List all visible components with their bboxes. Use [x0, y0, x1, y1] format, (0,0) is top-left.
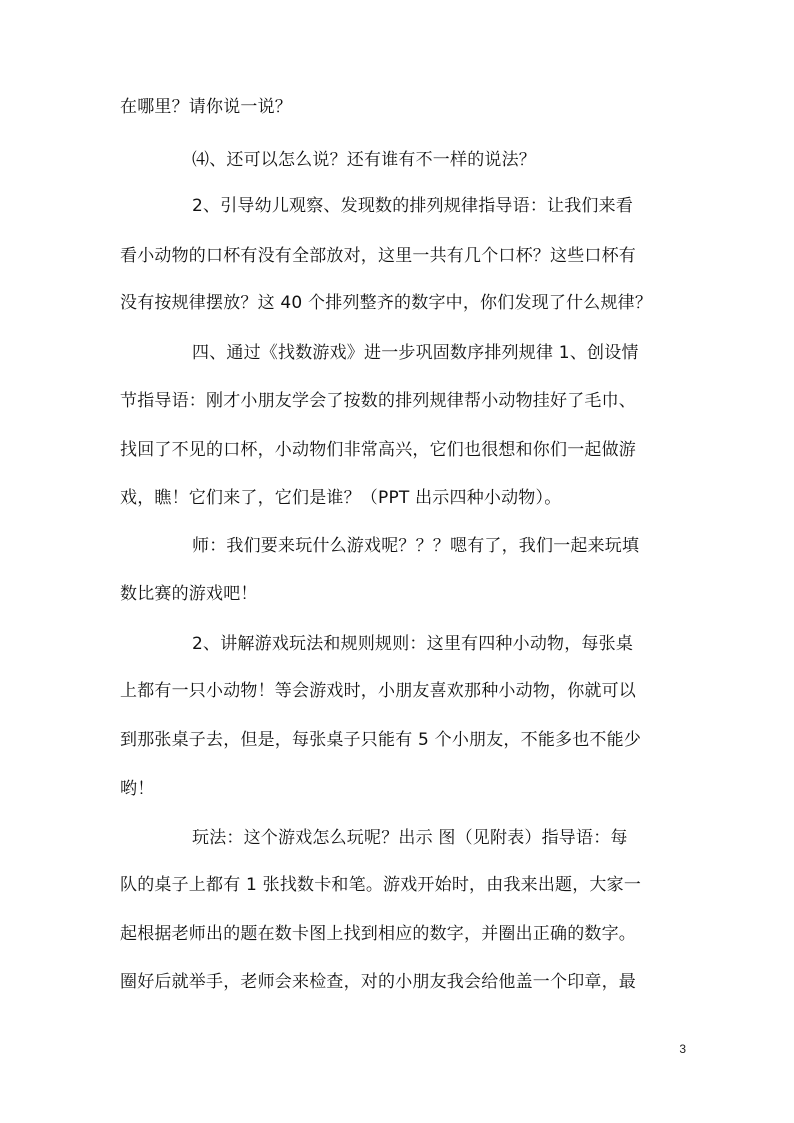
text-line: 数比赛的游戏吧！ [120, 584, 258, 604]
text-line: 在哪里？请你说一说？ [120, 97, 292, 117]
text-line: ⑷、还可以怎么说？还有谁有不一样的说法？ [192, 150, 536, 170]
text-line: 2、引导幼儿观察、发现数的排列规律指导语：让我们来看 [192, 196, 634, 216]
text-line: 四、通过《找数游戏》进一步巩固数序排列规律 1、创设情 [192, 343, 639, 363]
text-line: 上都有一只小动物！等会游戏时，小朋友喜欢那种小动物，你就可以 [120, 681, 636, 701]
text-line: 节指导语：刚才小朋友学会了按数的排列规律帮小动物挂好了毛巾、 [120, 391, 636, 411]
page-number: 3 [679, 1042, 686, 1056]
text-line: 圈好后就举手，老师会来检查，对的小朋友我会给他盖一个印章，最 [120, 972, 636, 992]
text-line: 师：我们要来玩什么游戏呢？？？嗯有了，我们一起来玩填 [192, 536, 640, 556]
text-line: 没有按规律摆放？这 40 个排列整齐的数字中，你们发现了什么规律？ [120, 293, 653, 313]
text-line: 看小动物的口杯有没有全部放对，这里一共有几个口杯？这些口杯有 [120, 246, 636, 266]
text-line: 队的桌子上都有 1 张找数卡和笔。游戏开始时，由我来出题，大家一 [120, 875, 642, 895]
text-line: 戏，瞧！它们来了，它们是谁？（PPT 出示四种小动物）。 [120, 488, 562, 508]
text-line: 找回了不见的口杯，小动物们非常高兴，它们也很想和你们一起做游 [120, 440, 636, 460]
text-line: 到那张桌子去，但是，每张桌子只能有 5 个小朋友，不能多也不能少 [120, 730, 642, 750]
text-line: 2、讲解游戏玩法和规则规则：这里有四种小动物，每张桌 [192, 634, 634, 654]
text-line: 哟！ [120, 779, 155, 799]
text-line: 起根据老师出的题在数卡图上找到相应的数字，并圈出正确的数字。 [120, 924, 636, 944]
text-line: 玩法：这个游戏怎么玩呢？出示 图（见附表）指导语：每 [192, 828, 628, 848]
